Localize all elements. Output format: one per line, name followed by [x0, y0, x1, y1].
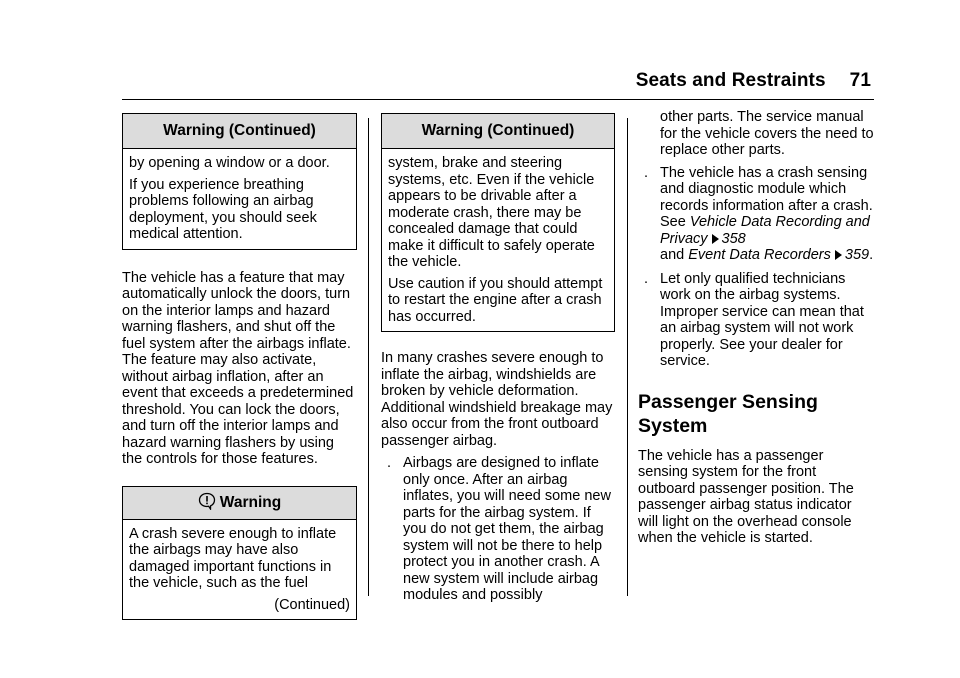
bullet-item — [381, 455, 615, 604]
warning-text: A crash severe enough to inflate the airbags may have also damaged important functions in the vehicle, such as the fuel — [129, 525, 337, 591]
warning-continued-box — [122, 113, 357, 250]
section-title: Seats and Restraints — [635, 70, 826, 91]
column-divider-2 — [627, 118, 628, 596]
bullet-text: and — [660, 247, 689, 263]
bullet-text: other parts. The service manual for the vehicle covers the need to replace other parts. — [660, 109, 874, 158]
page-reference-arrow-icon — [835, 250, 842, 260]
section-heading: Passenger Sensing System — [638, 390, 818, 437]
bullet-text: Let only qualified technicians work on the airbag systems. Improper service can mean that an airbag system will not work properly. See your dealer for service. — [660, 270, 864, 369]
warning-bubble-icon — [198, 490, 216, 522]
bullet-marker: . — [644, 164, 649, 181]
column-1 — [122, 113, 357, 620]
body-paragraph: In many crashes severe enough to inflate the airbag, windshields are broken by vehicle deformation. Additional windshield breakage may also occur from the front outboard passenger airbag. — [381, 350, 613, 449]
warning-box-title: Warning (Continued) — [382, 114, 614, 149]
page-reference[interactable]: 359 — [844, 247, 870, 263]
warning-text: system, brake and steering systems, etc. Even if the vehicle appears to be drivable after a moderate crash, there may be concealed damage that could make it difficult to safely operate the vehicle. — [388, 155, 595, 270]
column-divider-1 — [368, 118, 369, 596]
bullet-text: Airbags are designed to inflate only once. After an airbag inflates, you will need some new parts for the airbag system. If you do not get them, the airbag system will not be there to help protect you in another crash. A new system will include airbag modules and possibly — [403, 455, 611, 603]
page-number: 71 — [849, 70, 871, 91]
warning-box-title — [123, 487, 356, 520]
header-rule — [122, 99, 874, 100]
column-3 — [638, 109, 874, 547]
bullet-marker: . — [644, 270, 649, 287]
warning-box — [122, 486, 357, 621]
continued-note: (Continued) — [274, 596, 350, 613]
warning-text: Use caution if you should attempt to restart the engine after a crash has occurred. — [388, 275, 603, 325]
warning-box-title: Warning (Continued) — [123, 114, 356, 149]
warning-title-text: Warning — [219, 493, 282, 511]
page-header — [636, 70, 871, 92]
bullet-marker: . — [387, 455, 392, 471]
page-reference[interactable]: 358 — [721, 230, 746, 247]
bullet-continuation — [638, 109, 874, 159]
page-reference-arrow-icon — [712, 234, 719, 244]
warning-continued-box — [381, 113, 615, 332]
column-2 — [381, 113, 615, 604]
warning-text: If you experience breathing problems following an airbag deployment, you should seek medical attention. — [129, 176, 317, 242]
body-paragraph: The vehicle has a passenger sensing system for the front outboard passenger position. The passenger airbag status indicator will light on the overhead console when the vehicle is started. — [638, 447, 854, 546]
cross-reference-link[interactable]: Vehicle Data Recording and Privacy — [660, 214, 870, 247]
bullet-item: . The vehicle has a crash sensing and diagnostic module which records information after a crash. See Vehicle Data Recording and Privacy 358 and Event Data Recorders 359. — [644, 164, 874, 263]
bullet-item — [638, 271, 874, 370]
cross-reference-link[interactable]: Event Data Recorders — [688, 247, 831, 263]
body-paragraph: The vehicle has a feature that may automatically unlock the doors, turn on the interior lamps and hazard warning flashers, and shut off the fuel system after the airbags inflate. The feature may also activate, without airbag inflation, after an event that exceeds a predetermined threshold. You can lock the doors, and turn off the interior lamps and hazard warning flashers by using the controls for those features. — [122, 269, 354, 467]
warning-text: by opening a window or a door. — [129, 155, 330, 171]
bullet-text: The vehicle has a crash sensing and diagnostic module which records information after a crash. See — [660, 164, 873, 230]
